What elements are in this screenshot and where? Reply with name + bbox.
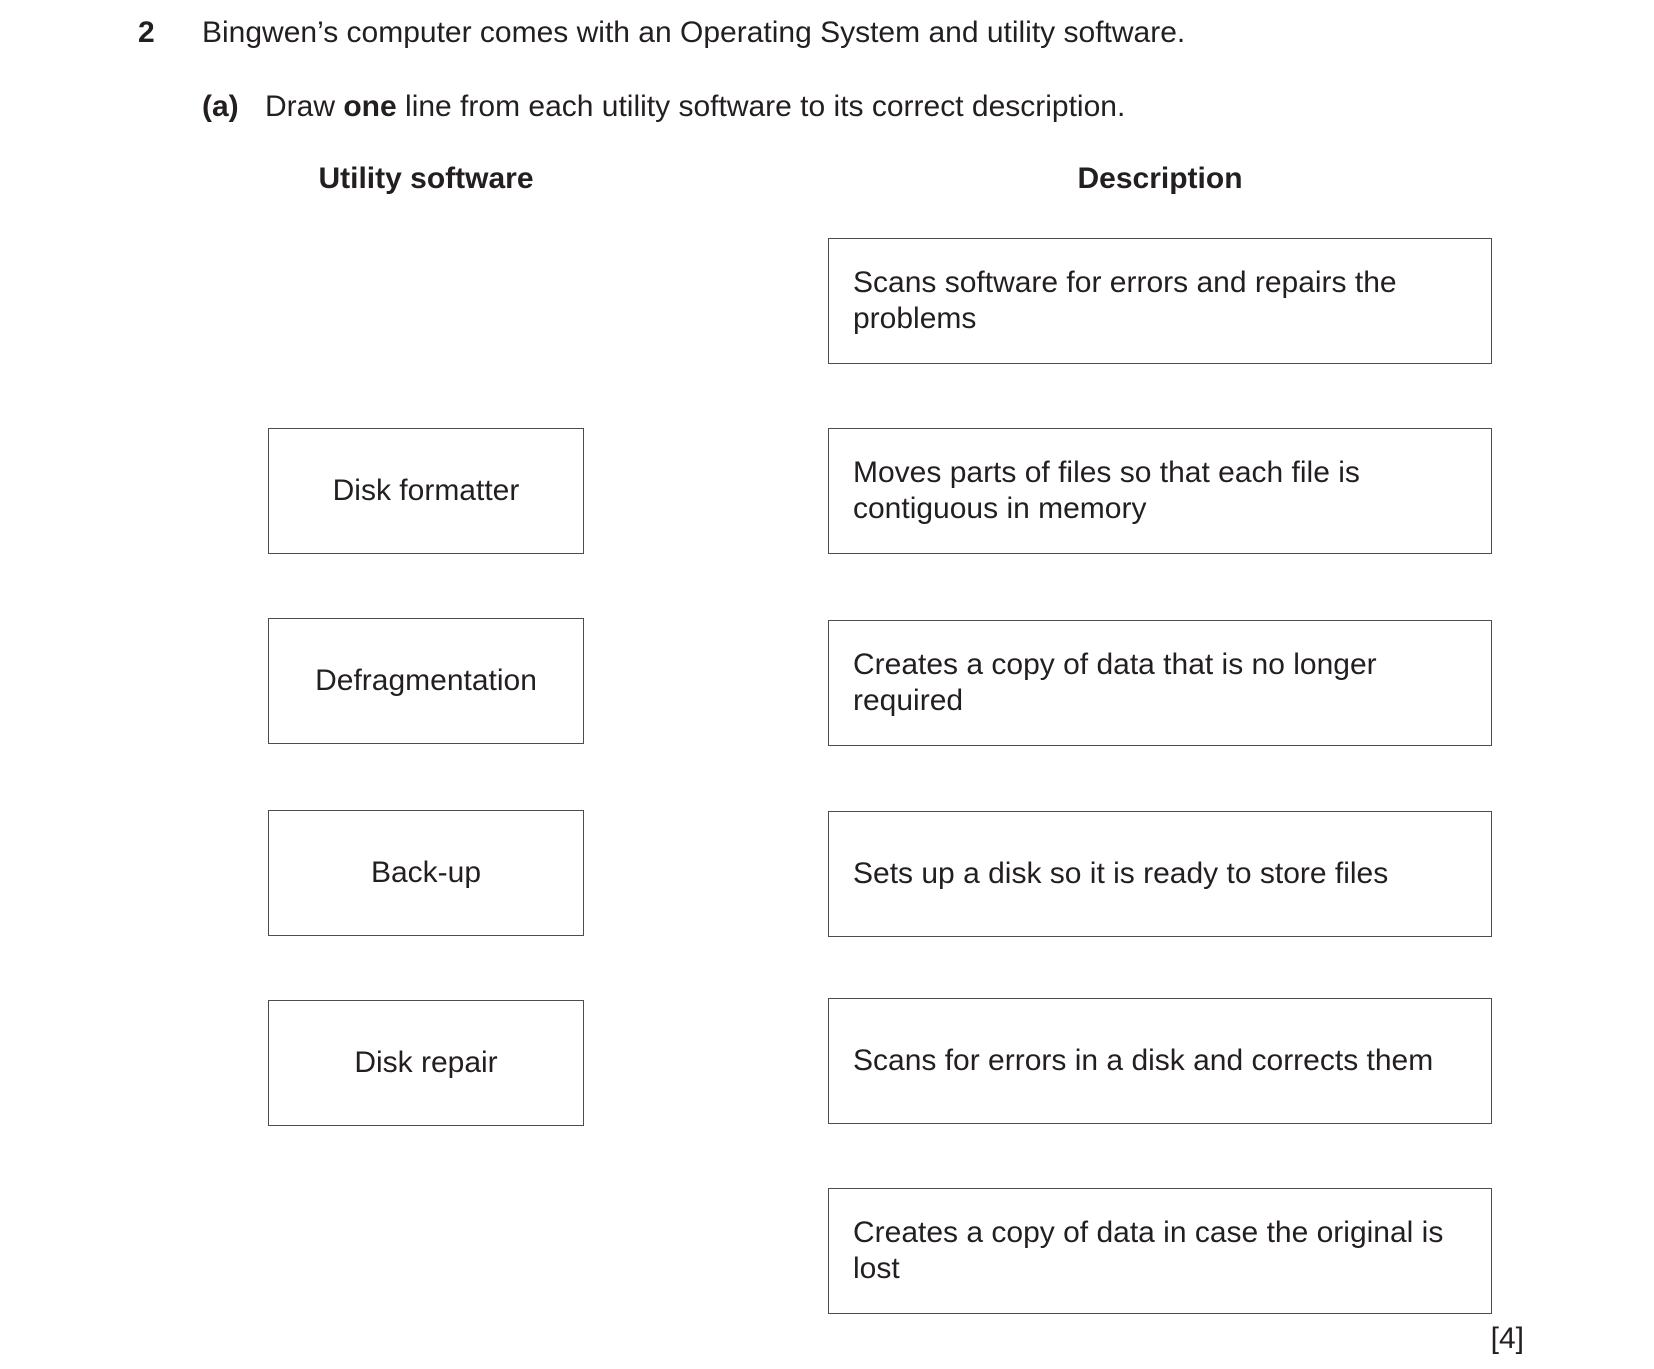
instruction-emphasis: one [343, 90, 397, 123]
description-box-6[interactable] [828, 1188, 1492, 1314]
description-box-4[interactable] [828, 811, 1492, 937]
utility-label: Defragmentation [315, 664, 537, 697]
part-instruction [265, 90, 1125, 124]
description-text: Creates a copy of data that is no longer required [853, 648, 1377, 717]
description-box-5[interactable] [828, 998, 1492, 1124]
utility-label: Disk repair [354, 1046, 498, 1079]
instruction-text-start: Draw [265, 90, 344, 123]
description-box-1[interactable] [828, 238, 1492, 364]
description-box-3[interactable] [828, 620, 1492, 746]
marks-allocation: [4] [1490, 1322, 1524, 1355]
utility-box-disk-formatter[interactable] [268, 428, 584, 554]
question-number: 2 [138, 16, 155, 49]
utility-label: Back-up [370, 856, 482, 889]
heading-description: Description [1077, 162, 1243, 195]
description-box-2[interactable] [828, 428, 1492, 554]
description-text: Scans software for errors and repairs the problems [853, 266, 1397, 335]
question-stem: Bingwen’s computer comes with an Operating System and utility software. [202, 16, 1186, 49]
heading-utility-software: Utility software [318, 162, 534, 195]
utility-box-defragmentation[interactable] [268, 618, 584, 744]
utility-label: Disk formatter [332, 474, 520, 507]
description-text: Moves parts of files so that each file is contiguous in memory [853, 456, 1360, 525]
description-text: Creates a copy of data in case the original is lost [853, 1216, 1444, 1285]
instruction-text-end: line from each utility software to its correct description. [396, 90, 1126, 123]
part-label: (a) [202, 90, 239, 123]
description-text: Scans for errors in a disk and corrects them [853, 1044, 1434, 1077]
utility-box-back-up[interactable] [268, 810, 584, 936]
description-text: Sets up a disk so it is ready to store files [853, 857, 1389, 890]
utility-box-disk-repair[interactable] [268, 1000, 584, 1126]
